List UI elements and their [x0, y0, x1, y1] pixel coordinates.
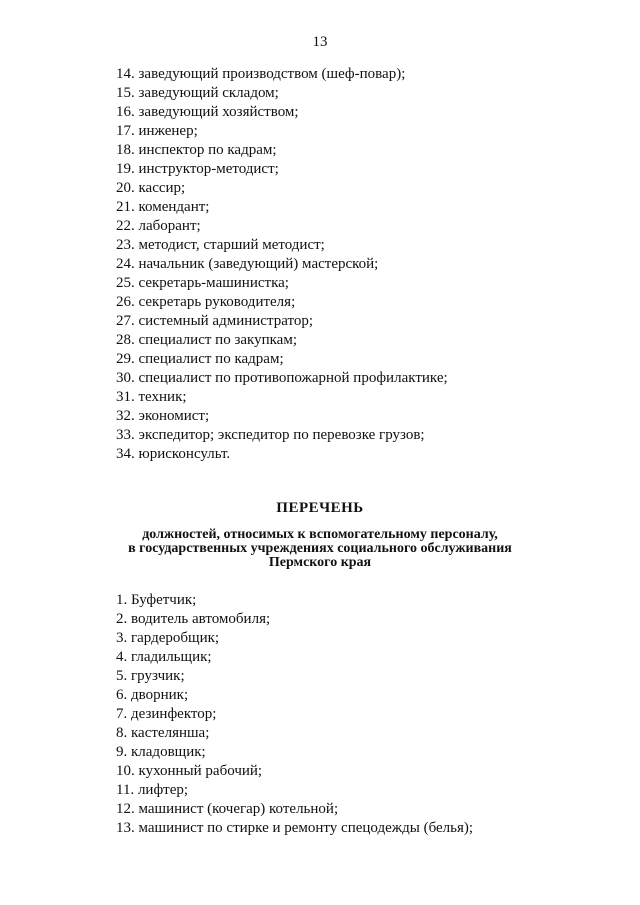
list-item: 15. заведующий складом; [116, 85, 279, 101]
positions-list-continued [116, 65, 596, 464]
list-item: 23. методист, старший методист; [116, 237, 325, 253]
auxiliary-staff-list [116, 591, 596, 838]
list-item: 31. техник; [116, 389, 187, 405]
list-item: 20. кассир; [116, 180, 186, 196]
list-item: 34. юрисконсульт. [116, 446, 231, 462]
list-item: 25. секретарь-машинистка; [116, 275, 289, 291]
list-item: 27. системный администратор; [116, 313, 313, 329]
list-item: 17. инженер; [116, 123, 198, 139]
list-item: 24. начальник (заведующий) мастерской; [116, 256, 379, 272]
list-item: 30. специалист по противопожарной профилактике; [116, 370, 448, 386]
heading-subtitle-line: должностей, относимых к вспомогательному персоналу, [142, 527, 498, 542]
list-item: 22. лаборант; [116, 218, 201, 234]
list-item: 28. специалист по закупкам; [116, 332, 298, 348]
section-heading [0, 500, 640, 570]
page-number: 13 [312, 34, 328, 50]
list-item: 1. Буфетчик; [116, 592, 197, 608]
list-item: 13. машинист по стирке и ремонту спецодежды (белья); [116, 820, 474, 836]
list-item: 33. экспедитор; экспедитор по перевозке грузов; [116, 427, 425, 443]
list-item: 3. гардеробщик; [116, 630, 220, 646]
list-item: 11. лифтер; [116, 782, 189, 798]
heading-subtitle-line: в государственных учреждениях социального обслуживания [128, 541, 512, 556]
list-item: 29. специалист по кадрам; [116, 351, 284, 367]
list-item: 7. дезинфектор; [116, 706, 217, 722]
list-item: 10. кухонный рабочий; [116, 763, 263, 779]
list-item: 12. машинист (кочегар) котельной; [116, 801, 339, 817]
list-item: 21. комендант; [116, 199, 210, 215]
list-item: 9. кладовщик; [116, 744, 206, 760]
list-item: 4. гладильщик; [116, 649, 212, 665]
list-item: 6. дворник; [116, 687, 189, 703]
heading-subtitle-line: Пермского края [268, 555, 372, 570]
list-item: 19. инструктор-методист; [116, 161, 279, 177]
list-item: 5. грузчик; [116, 668, 185, 684]
list-item: 18. инспектор по кадрам; [116, 142, 277, 158]
list-item: 8. кастелянша; [116, 725, 210, 741]
list-item: 2. водитель автомобиля; [116, 611, 271, 627]
list-item: 26. секретарь руководителя; [116, 294, 296, 310]
list-item: 32. экономист; [116, 408, 210, 424]
list-item: 16. заведующий хозяйством; [116, 104, 299, 120]
heading-title: ПЕРЕЧЕНЬ [276, 500, 364, 516]
list-item: 14. заведующий производством (шеф-повар); [116, 66, 406, 82]
